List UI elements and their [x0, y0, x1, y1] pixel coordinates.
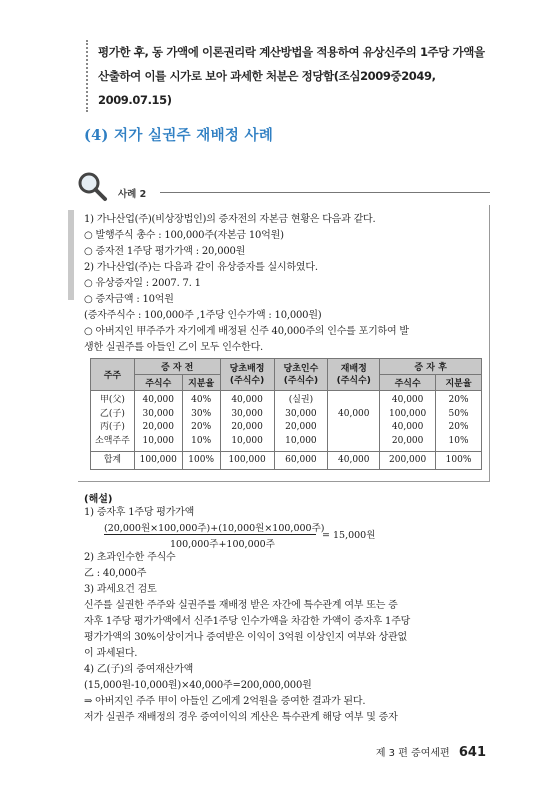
total-cell: 100,000	[134, 452, 182, 470]
quoted-ruling	[86, 40, 492, 112]
header-shares-after: 주식수	[380, 375, 436, 391]
total-cell: 100%	[436, 452, 482, 470]
solution-line: 2) 초과인수한 주식수	[84, 552, 176, 563]
header-shareholder: 주주	[91, 359, 135, 391]
header-initial-subscription: 당초인수 (주식수)	[274, 359, 328, 391]
cell-after-ratio: 20% 50% 20% 10%	[436, 391, 482, 452]
page-number: 641	[458, 745, 486, 760]
total-cell: 40,000	[328, 452, 380, 470]
solution-line: 이 과세된다.	[84, 648, 138, 659]
side-tab-marker	[68, 210, 74, 300]
solution-line: 저가 실권주 재배정의 경우 증여이익의 계산은 특수관계 해당 여부 및 증자	[84, 712, 398, 723]
cell-before-shares: 40,000 30,000 20,000 10,000	[134, 391, 182, 452]
total-cell: 100,000	[220, 452, 274, 470]
case-line: 2) 가나산업(주)는 다음과 같이 유상증자를 실시하였다.	[84, 262, 318, 273]
case-line: ○ 아버지인 甲주주가 자기에게 배정된 신주 40,000주의 인수를 포기하여 발	[84, 326, 409, 337]
case-line: (증자주식수 : 100,000주 ,1주당 인수가액 : 10,000원)	[84, 310, 322, 321]
case-line: ○ 증자금액 : 10억원	[84, 294, 174, 305]
cell-before-ratio: 40% 30% 20% 10%	[182, 391, 220, 452]
magnifier-icon	[76, 170, 108, 202]
case-line: ○ 발행주식 총수 : 100,000주(자본금 10억원)	[84, 230, 284, 241]
header-reallocation: 재배정 (주식수)	[328, 359, 380, 391]
cell-shareholders: 甲(父) 乙(子) 丙(子) 소액주주	[91, 391, 135, 452]
total-cell: 200,000	[380, 452, 436, 470]
case-line: 1) 가나산업(주)(비상장법인)의 증자전의 자본금 현황은 다음과 같다.	[84, 214, 376, 225]
page-footer	[376, 744, 486, 760]
header-ratio: 지분율	[182, 375, 220, 391]
total-cell: 합계	[91, 452, 135, 470]
formula-denominator: 100,000주+100,000주	[170, 539, 275, 550]
case-label: 사례 2	[118, 189, 147, 200]
case-divider	[160, 192, 490, 193]
commentary-title: (해설)	[84, 494, 113, 505]
capital-increase-table	[90, 358, 482, 470]
cell-after-shares: 40,000 100,000 40,000 20,000	[380, 391, 436, 452]
quote-line-1: 평가한 후, 동 가액에 이론권리락 계산방법을 적용하여 유상신주의 1주당 가액을	[98, 45, 485, 59]
solution-line: 乙 : 40,000주	[84, 568, 147, 579]
case-line: ○ 증자전 1주당 평가가액 : 20,000원	[84, 246, 246, 257]
solution-line: ⇒ 아버지인 주주 甲이 아들인 乙에게 2억원을 증여한 결과가 된다.	[84, 696, 366, 707]
case-line: ○ 유상증자일 : 2007. 7. 1	[84, 278, 201, 289]
total-row	[91, 452, 482, 470]
formula-result: = 15,000원	[322, 530, 376, 541]
header-initial-allocation: 당초배정 (주식수)	[220, 359, 274, 391]
solution-line: (15,000원-10,000원)×40,000주=200,000,000원	[84, 680, 312, 691]
solution-line: 4) 乙(子)의 증여재산가액	[84, 664, 194, 675]
header-shares: 주식수	[134, 375, 182, 391]
solution-line: 신주를 실권한 주주와 실권주를 재배정 받은 자간에 특수관계 여부 또는 증	[84, 600, 398, 611]
solution-line: 자후 1주당 평가가액에서 신주1주당 인수가액을 차감한 가액이 증자후 1주당	[84, 616, 411, 627]
formula-numerator: (20,000원×100,000주)+(10,000원×100,000주)	[104, 523, 325, 534]
cell-initial-subscription: (실권) 30,000 20,000 10,000	[274, 391, 328, 452]
quote-line-2: 산출하여 이를 시가로 보아 과세한 처분은 정당함(조심2009중2049, 2009.07.15)	[98, 69, 436, 107]
header-after: 증 자 후	[380, 359, 482, 375]
section-title: (4) 저가 실권주 재배정 사례	[84, 127, 274, 144]
solution-line: 평가가액의 30%이상이거나 증여받은 이익이 3억원 이상인지 여부와 상관없	[84, 632, 407, 643]
solution-line: 3) 과세요건 검토	[84, 584, 157, 595]
total-cell: 100%	[182, 452, 220, 470]
case-line: 생한 실권주를 아들인 乙이 모두 인수한다.	[84, 342, 264, 353]
solution-line: 1) 증자후 1주당 평가가액	[84, 507, 195, 518]
footer-section: 제 3 편 증여세편	[375, 748, 450, 759]
cell-reallocation: 40,000	[328, 391, 380, 452]
header-ratio-after: 지분율	[436, 375, 482, 391]
fraction-bar	[104, 534, 316, 535]
cell-initial-allocation: 40,000 30,000 20,000 10,000	[220, 391, 274, 452]
header-before: 증 자 전	[134, 359, 220, 375]
total-cell: 60,000	[274, 452, 328, 470]
